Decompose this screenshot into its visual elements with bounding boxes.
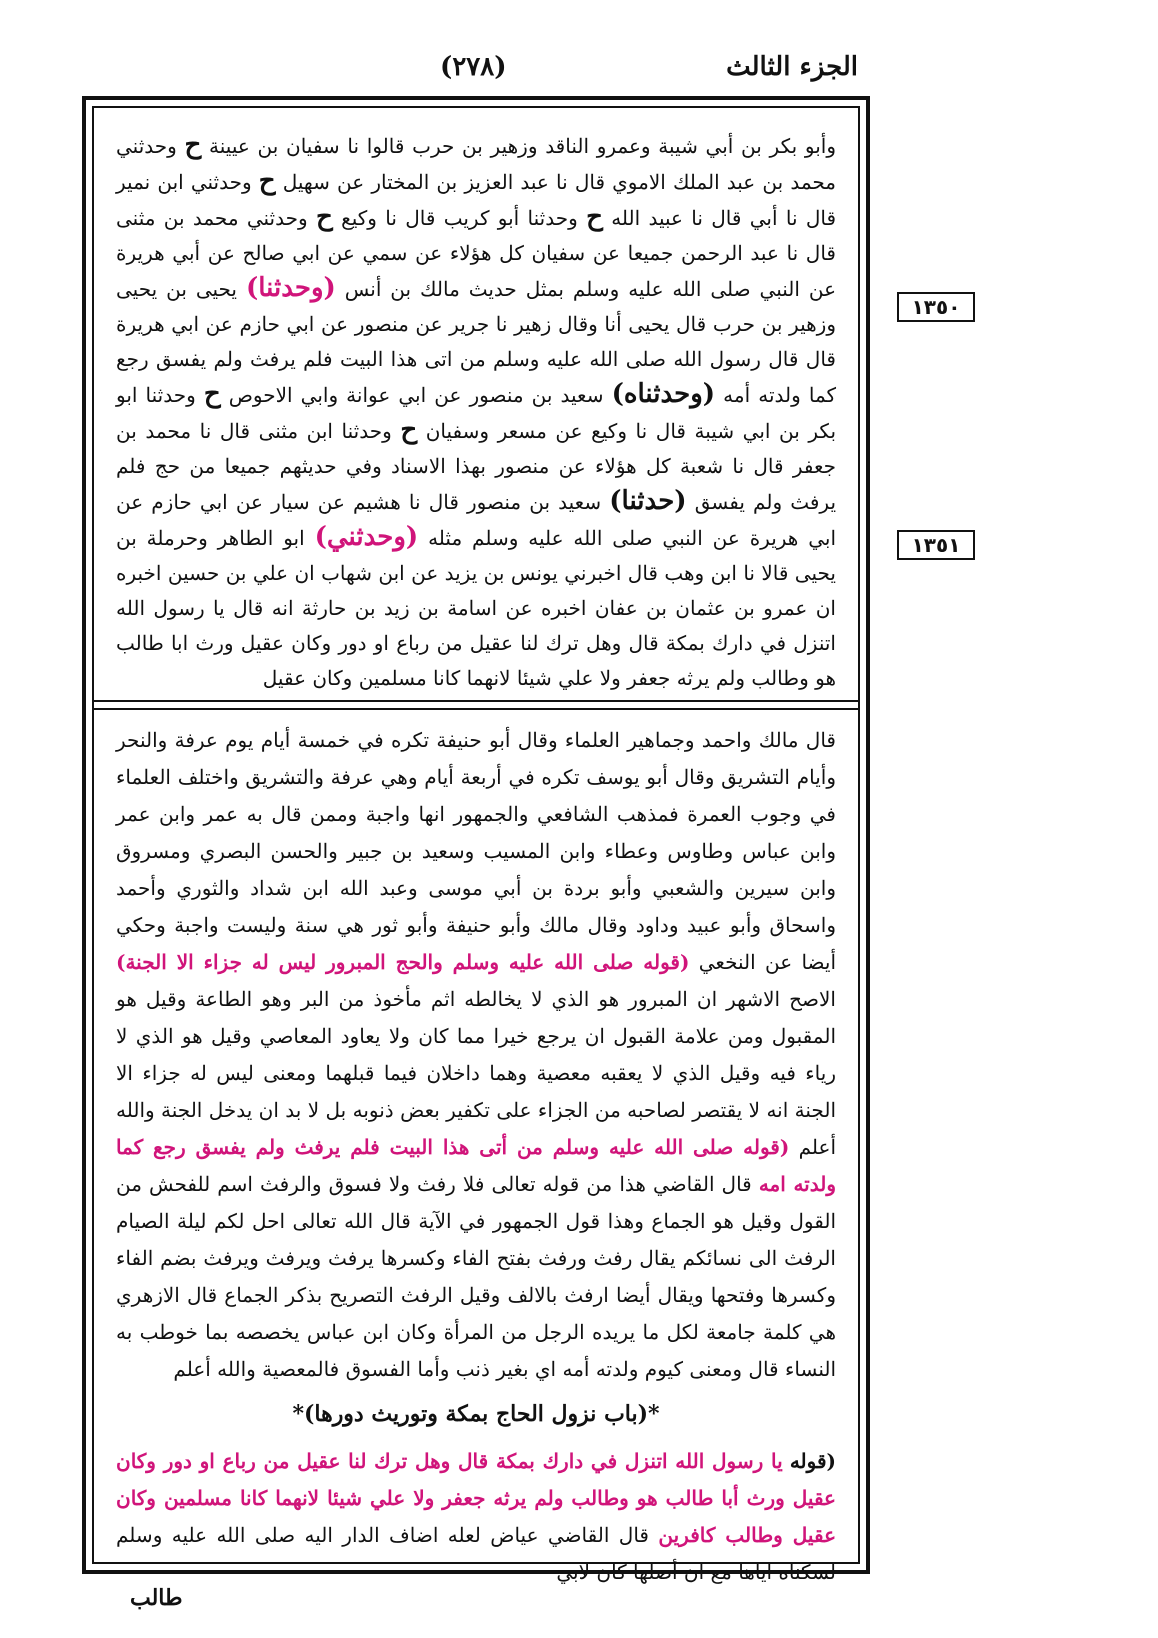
- tahwil-mark: ح: [400, 415, 418, 445]
- commentary-body: الاصح الاشهر ان المبرور هو الذي لا يخالطه اثم مأخوذ من البر وهو الطاعة وقيل هو المقبول ومن علامة القبول ان يرجع خيرا مما كان ولا يعاود المعاصي وقيل هو الذي لا رياء فيه وقيل الذي لا يعقبه معصية وهما داخلان فيما قبلهما ومعنى ليس له جزاء الا الجنة انه لا يقتصر لصاحبه من الجزاء على تكفير بعض ذنوبه بل لا بد ان يدخل الجنة والله أعلم: [116, 987, 836, 1159]
- hadith-number: ١٣٥١: [897, 530, 975, 560]
- hadith-chain: وحدثنا أبو كريب قال نا وكيع: [341, 206, 578, 230]
- tahwil-mark: ح: [586, 202, 603, 232]
- hadith-chain: وحدثنا ابن مثنى قال نا محمد بن جعفر قال نا شعبة كل هؤلاء عن منصور بهذا الاسناد وفي حديثهم جميعا من حج فلم يرفث ولم يفسق: [116, 419, 837, 514]
- page-frame: [82, 96, 870, 1584]
- quoted-lemma: (قوله صلى الله عليه وسلم والحج المبرور ليس له جزاء الا الجنة): [116, 950, 690, 974]
- commentary-body: قال القاضي هذا من قوله تعالى فلا رفث ولا فسوق والرفث اسم للفحش من القول وقيل هو الجماع وهذا قول الجمهور في الآية قال الله تعالى احل لكم ليلة الصيام الرفث الى نسائكم يقال رفث ورفث بفتح الفاء وكسرها يرفث ويرفث ويرفث بضم الفاء وكسرها وفتحها ويقال أيضا ارفث بالالف وقيل الرفث التصريح بذكر الجماع قال الازهري هي كلمة جامعة لكل ما يريده الرجل من المرأة وكان ابن عباس يخصصه بما خوطب به النساء قال ومعنى كيوم ولدته أمه اي بغير ذنب وأما الفسوق فالمعصية والله أعلم: [116, 1172, 836, 1381]
- commentary-paragraph: [116, 1443, 836, 1591]
- tahwil-mark: ح: [315, 202, 333, 232]
- hadith-chain: يحيى بن يحيى وزهير بن حرب قال يحيى أنا وقال زهير نا جرير عن منصور عن ابي حازم عن ابي هريرة قال قال رسول الله صلى الله عليه وسلم من اتى هذا البيت فلم يرفث ولم يفسق رجع كما ولدته أمه: [116, 277, 837, 407]
- narration-marker: (وحدثني): [314, 522, 419, 552]
- hadith-chain: سعيد بن منصور قال نا هشيم عن سيار عن ابي حازم عن ابي هريرة عن النبي صلى الله عليه وسلم مثله: [116, 490, 837, 550]
- hadith-chain: وحدثني ابن نمير قال نا أبي قال نا عبيد الله: [116, 170, 837, 230]
- chapter-heading: *(باب نزول الحاج بمكة وتوريث دورها)*: [292, 1401, 660, 1427]
- quoted-lemma: يا رسول الله اتنزل في دارك بمكة قال وهل ترك لنا عقيل من رباع او دور وكان عقيل ورث أبا طالب هو وطالب ولم يرثه جعفر ولا علي شيئا لانهما كانا مسلمين وكان عقيل وطالب كافرين: [116, 1449, 836, 1547]
- catchword: طالب: [130, 1585, 183, 1611]
- hadith-chain: ابو الطاهر وحرملة بن يحيى قالا نا ابن وهب قال اخبرني يونس بن يزيد عن ابن شهاب ان علي بن حسين اخبره ان عمرو بن عثمان بن عفان اخبره عن اسامة بن زيد بن حارثة انه قال يا رسول الله اتنزل في دارك بمكة قال وهل ترك لنا عقيل من رباع او دور وكان عقيل ورث ابا طالب هو وطالب ولم يرثه جعفر ولا علي شيئا لانهما كانا مسلمين وكان عقيل: [116, 526, 836, 690]
- hadith-chain: وأبو بكر بن أبي شيبة وعمرو الناقد وزهير بن حرب قالوا نا سفيان بن عيينة: [209, 134, 837, 158]
- volume-title: الجزء الثالث: [726, 52, 858, 82]
- commentary-body: قال القاضي عياض لعله اضاف الدار اليه صلى الله عليه وسلم لسكناه اياها مع ان أصلها كان لابي: [116, 1523, 836, 1584]
- narration-marker: (حدثنا): [609, 486, 687, 516]
- section-separator: [94, 700, 858, 710]
- commentary-paragraph: [116, 722, 836, 1388]
- tahwil-mark: ح: [258, 166, 276, 196]
- tahwil-mark: ح: [184, 130, 202, 160]
- commentary-body: قال مالك واحمد وجماهير العلماء وقال أبو حنيفة تكره في خمسة أيام يوم عرفة والنحر وأيام التشريق وقال أبو يوسف تكره في أربعة أيام وهي عرفة والتشريق واختلف العلماء في وجوب العمرة فمذهب الشافعي والجمهور انها واجبة وممن قال به عمر وابن عمر وابن عباس وطاوس وعطاء وابن المسيب وسعيد بن جبير والحسن البصري ومسروق وابن سيرين والشعبي وأبو بردة بن أبي موسى وعبد الله ابن شداد والثوري وأحمد واسحاق وأبو عبيد وداود وقال مالك وأبو حنيفة وأبو ثور هي سنة وليست واجبة وحكي أيضا عن النخعي: [116, 728, 837, 974]
- commentary-text: [116, 722, 837, 1584]
- tahwil-mark: ح: [203, 379, 221, 409]
- narration-marker: (وحدثناه): [611, 379, 716, 409]
- quote-prefix: (قوله: [789, 1449, 836, 1473]
- hadith-text: [116, 128, 836, 688]
- hadith-chain: وحدثنا ابو بكر بن ابي شيبة قال نا وكيع عن مسعر وسفيان: [116, 383, 837, 443]
- hadith-chain: وحدثني محمد بن عبد الملك الاموي قال نا عبد العزيز بن المختار عن سهيل: [116, 134, 837, 194]
- frame-inner-border: [92, 106, 860, 1584]
- hadith-number: ١٣٥٠: [897, 292, 975, 322]
- page-number: (٢٧٨): [440, 52, 507, 82]
- narration-marker: (وحدثنا): [245, 273, 336, 303]
- hadith-chain: وحدثني محمد بن مثنى قال نا عبد الرحمن جميعا عن سفيان كل هؤلاء عن سمي عن ابي صالح عن أبي هريرة عن النبي صلى الله عليه وسلم بمثل حديث مالك بن أنس: [116, 206, 837, 301]
- quoted-lemma: (قوله صلى الله عليه وسلم من أتى هذا البيت فلم يرفث ولم يفسق رجع كما ولدته امه: [116, 1135, 837, 1196]
- hadith-paragraph: [116, 128, 836, 696]
- hadith-chain: سعيد بن منصور عن ابي عوانة وابي الاحوص: [228, 383, 604, 407]
